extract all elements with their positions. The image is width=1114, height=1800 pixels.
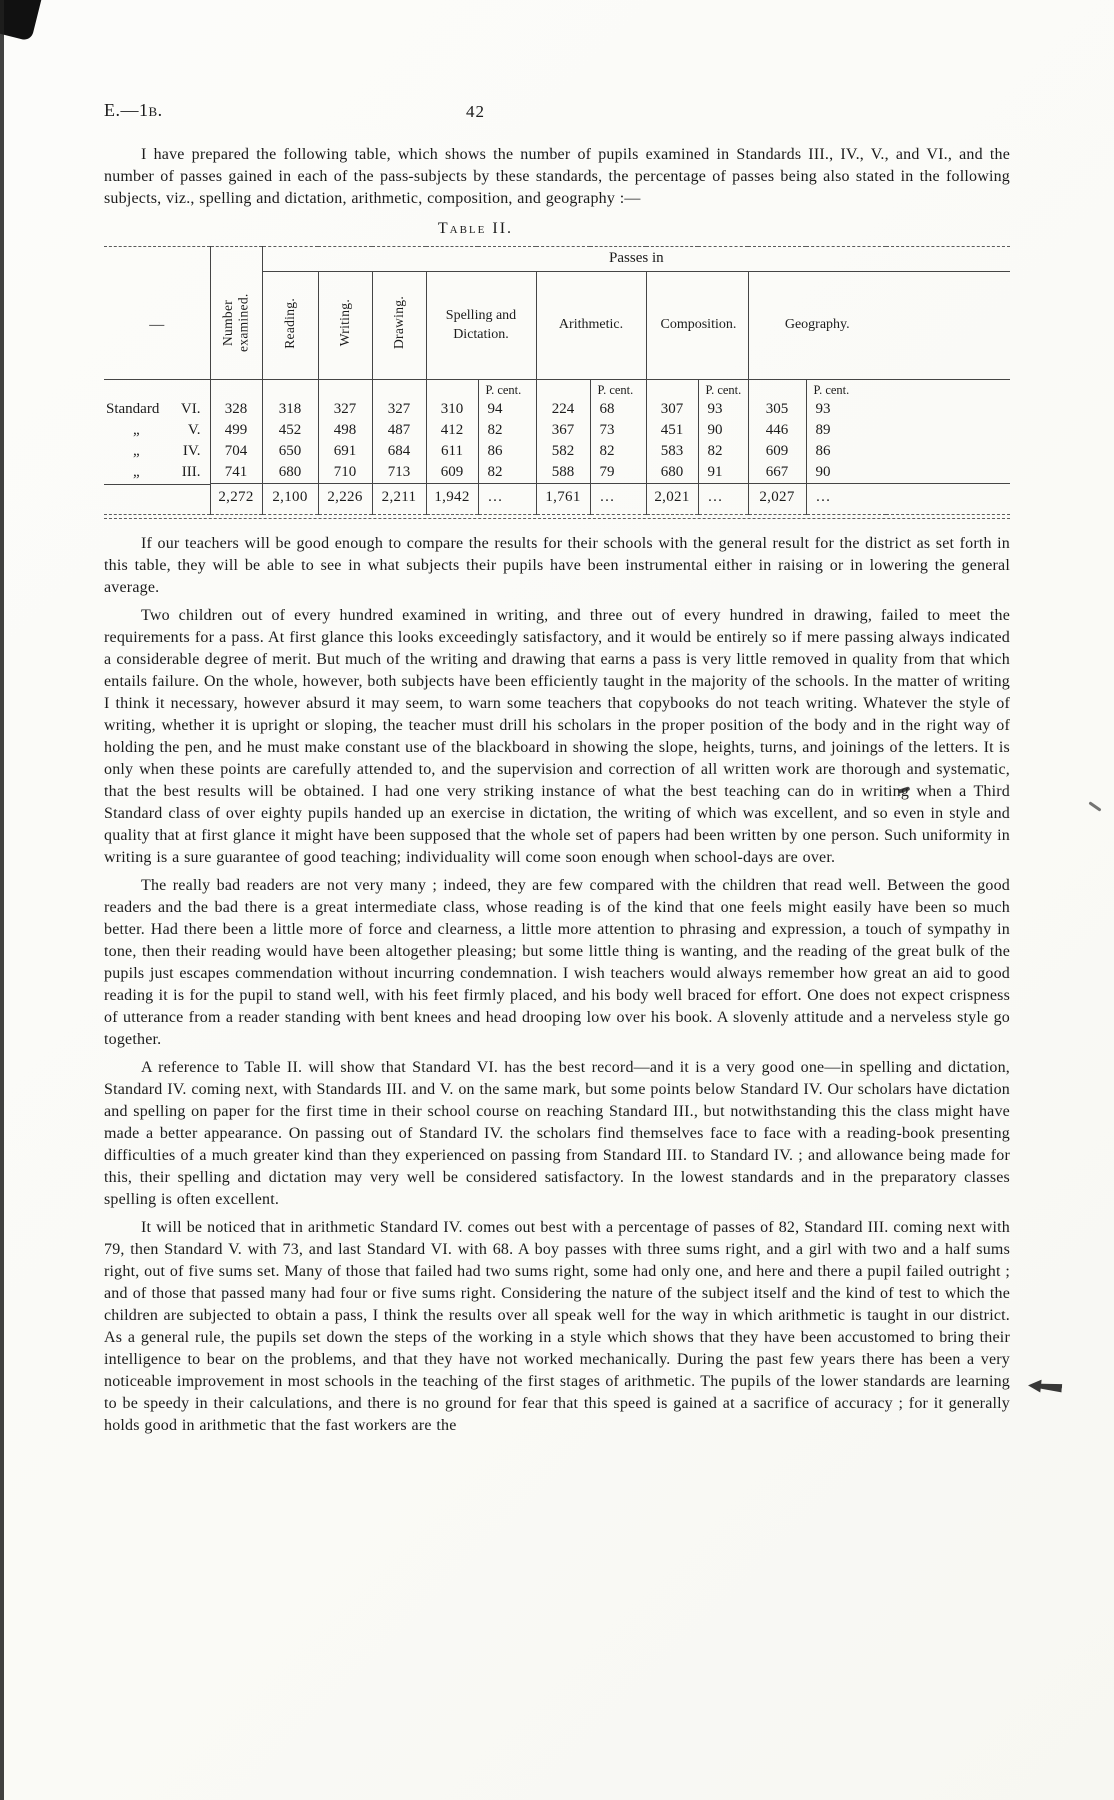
cell-geography: 667: [748, 462, 806, 484]
total-writing: 2,226: [318, 484, 372, 515]
row-label: [104, 399, 210, 420]
col-header-drawing: [372, 272, 426, 380]
table-wrapper: [104, 246, 1010, 519]
cell-composition: 583: [646, 441, 698, 462]
filler-cell: [886, 420, 1010, 441]
paragraph-spelling-dictation: A reference to Table II. will show that Standard VI. has the best record—and it is a very good one—in spelling and dictation, Standard IV. coming next, with Standards III. and V. on the same mark, but some points below Standard IV. Our scholars have dictation and spelling on paper for the first time in their school course on reaching Standard III., but notwithstanding this the class might have made a better appearance. On passing out of Standard IV. the scholars find themselves face to face with a reading-book presenting difficulties of a much greater kind than they experienced on passing from Standard III. to Standard IV. ; and allowance being made for this, their spelling and dictation may very well be considered satisfactory. In the lowest standards and in the preparatory classes spelling is often excellent.: [104, 1059, 1010, 1208]
cell-arithmetic: 582: [536, 441, 590, 462]
col-header-spelling-dictation: Spelling and Dictation.: [426, 272, 536, 380]
cell-spelling: 310: [426, 399, 478, 420]
totals-row: [104, 484, 1010, 515]
cell-arithmetic: 588: [536, 462, 590, 484]
cell-spelling-pcent: 94: [478, 399, 536, 420]
table-title: Table II.: [437, 220, 514, 237]
paragraph-reading: The really bad readers are not very many ; indeed, they are few compared with the children that read well. Between the good readers and the bad there is a great intermediate class, whose reading is of the kind that one feels might easily have been so much better. Had there been a little more of force and clearness, a little more attention to phrasing and expression, a touch of sympathy in tone, then their reading would have been altogether pleasing; but some little thing is wanting, and the reading of the great bulk of the pupils just escapes commendation without incurring condemnation. I wish teachers would always remember how great an aid to good reading it is for the pupil to stand well, with his feet firmly placed, and his body well braced for effort. One does not expect crispness of utterance from a reader standing with bent knees and head drooping low over his book. A slovenly attitude and a nerveless style go together.: [104, 877, 1010, 1048]
col-header-number-examined: [210, 272, 262, 380]
cell-arithmetic: 224: [536, 399, 590, 420]
empty-cell: [646, 380, 698, 400]
empty-cell: [318, 380, 372, 400]
filler-header: [886, 272, 1010, 380]
cell-composition-pcent: 91: [698, 462, 748, 484]
standard-numeral: III.: [181, 464, 201, 480]
col-header-arithmetic: Arithmetic.: [536, 272, 646, 380]
cell-number-examined: 499: [210, 420, 262, 441]
cell-spelling-pcent: 82: [478, 462, 536, 484]
cell-spelling: 412: [426, 420, 478, 441]
report-code: E.—1b.: [104, 100, 163, 120]
cell-composition: 451: [646, 420, 698, 441]
cell-reading: 452: [262, 420, 318, 441]
corner-dash: —: [104, 272, 210, 380]
total-spelling-pcent: …: [478, 484, 536, 515]
total-arithmetic: 1,761: [536, 484, 590, 515]
page-content: [104, 100, 1010, 1443]
cell-spelling-pcent: 82: [478, 420, 536, 441]
cell-writing: 327: [318, 399, 372, 420]
col-header-composition: Composition.: [646, 272, 748, 380]
standard-numeral: V.: [187, 422, 201, 438]
vertical-label: Reading.: [282, 297, 298, 349]
paragraph-intro: I have prepared the following table, which shows the number of pupils examined in Standards III., IV., V., and VI., and the number of passes gained in each of the pass-subjects by these standards, the percentage of passes being also stated in the following subjects, viz., spelling and dictation, arithmetic, composition, and geography :—: [104, 146, 1010, 207]
total-number-examined: 2,272: [210, 484, 262, 515]
ditto-mark: „: [133, 443, 140, 459]
cell-composition-pcent: 93: [698, 399, 748, 420]
pcent-header-row: [104, 380, 1010, 400]
header-spacer: [104, 247, 210, 272]
cell-reading: 318: [262, 399, 318, 420]
cell-arithmetic-pcent: 79: [590, 462, 646, 484]
cell-arithmetic-pcent: 82: [590, 441, 646, 462]
filler-cell: [886, 441, 1010, 462]
filler-cell: [886, 380, 1010, 400]
paragraph-arithmetic: It will be noticed that in arithmetic Standard IV. comes out best with a percentage of passes of 82, Standard III. coming next with 79, then Standard V. with 73, and last Standard VI. with 68. A boy passes with three sums right, and a girl with two and a half sums right, out of five sums set. Many of those that failed had two sums right, some had only one, and here and there a pupil failed outright ; and of those that passed many had four or five sums right. Considering the nature of the subject itself and the kind of test to which the children are subjected to obtain a pass, I think the results over all speak well for the way in which arithmetic is taught in our district. As a general rule, the pupils set down the steps of the working in a style which shows that they have been accustomed to bring their intelligence to bear on the problems, and that they have not worked mechanically. During the past few years there has been a very noticeable improvement in most schools in the teaching of the first stages of arithmetic. The pupils of the lower standards are learning to be speedy in their calculations, and there is no ground for fear that this speed is gained at a sacrifice of accuracy ; for it generally holds good in arithmetic that the fast workers are the: [104, 1219, 1010, 1434]
empty-cell: [210, 380, 262, 400]
cell-geography: 609: [748, 441, 806, 462]
filler-cell: [886, 462, 1010, 484]
empty-cell: [748, 380, 806, 400]
cell-geography-pcent: 90: [806, 462, 886, 484]
page-number: 42: [466, 102, 485, 121]
table-row-standard-iii: [104, 462, 1010, 484]
cell-composition-pcent: 82: [698, 441, 748, 462]
cell-reading: 650: [262, 441, 318, 462]
cell-arithmetic: 367: [536, 420, 590, 441]
pcent-label-spelling: P. cent.: [478, 380, 536, 400]
cell-geography-pcent: 89: [806, 420, 886, 441]
table-row-standard-vi: [104, 399, 1010, 420]
pcent-label-geography: P. cent.: [806, 380, 886, 400]
cell-reading: 680: [262, 462, 318, 484]
scan-corner-artifact: [0, 0, 44, 42]
col-header-geography: Geography.: [748, 272, 886, 380]
passes-in-row: [104, 247, 1010, 272]
row-label: [104, 420, 210, 441]
cell-drawing: 713: [372, 462, 426, 484]
pcent-label-arithmetic: P. cent.: [590, 380, 646, 400]
empty-cell: [262, 380, 318, 400]
cell-writing: 498: [318, 420, 372, 441]
cell-number-examined: 741: [210, 462, 262, 484]
vertical-label: Writing.: [337, 299, 353, 347]
total-composition: 2,021: [646, 484, 698, 515]
total-geography-pcent: …: [806, 484, 886, 515]
cell-spelling-pcent: 86: [478, 441, 536, 462]
cell-number-examined: 704: [210, 441, 262, 462]
passes-in-header: Passes in: [262, 247, 1010, 272]
cell-drawing: 327: [372, 399, 426, 420]
table-row-standard-v: [104, 420, 1010, 441]
total-arithmetic-pcent: …: [590, 484, 646, 515]
cell-geography: 305: [748, 399, 806, 420]
paragraph-writing-drawing: Two children out of every hundred examined in writing, and three out of every hundred in drawing, failed to meet the requirements for a pass. At first glance this looks exceedingly satisfactory, and it would be entirely so if mere passing always indicated a considerable degree of merit. But much of the writing and drawing that earns a pass is very little removed in quality from that which entails failure. On the whole, however, both subjects have been efficiently taught in the majority of the schools. In the matter of writing I think it necessary, however absurd it may seem, to warn some teachers that copybooks do not teach writing. Whatever the style of writing, whether it is upright or sloping, the teacher must drill his scholars in the proper position of the body and in the right way of holding the pen, and he must make constant use of the blackboard in showing the slope, heights, turns, and joinings of the letters. It is only when these points are carefully attended to, and the supervision and correction of all written work are thorough and systematic, that the best results will be obtained. I had one very striking instance of what the best teaching can do in writing when a Third Standard class of over eighty pupils handed up an exercise in dictation, the writing of which was excellent, and so even in style and quality that at first glance it might have been supposed that the whole set of papers had been written by one person. Such uniformity in writing is a sure guarantee of good teaching; individuality will come soon enough when school-days are over.: [104, 607, 1010, 866]
cell-composition: 680: [646, 462, 698, 484]
cell-arithmetic-pcent: 68: [590, 399, 646, 420]
column-header-row: [104, 272, 1010, 380]
table-row-standard-iv: [104, 441, 1010, 462]
cell-spelling: 609: [426, 462, 478, 484]
total-composition-pcent: …: [698, 484, 748, 515]
empty-cell: [372, 380, 426, 400]
total-geography: 2,027: [748, 484, 806, 515]
ditto-mark: „: [133, 422, 140, 438]
ink-mark: [1088, 801, 1101, 811]
cell-spelling: 611: [426, 441, 478, 462]
filler-cell: [886, 484, 1010, 515]
margin-arrow-mark: [1027, 1378, 1062, 1394]
vertical-label: Drawing.: [391, 296, 407, 350]
cell-composition-pcent: 90: [698, 420, 748, 441]
cell-composition: 307: [646, 399, 698, 420]
standard-numeral: VI.: [180, 401, 201, 417]
pcent-label-composition: P. cent.: [698, 380, 748, 400]
standard-prefix: Standard: [106, 401, 160, 417]
vertical-label: Number examined.: [220, 293, 251, 353]
row-label: [104, 462, 210, 483]
totals-label: [104, 484, 210, 498]
total-drawing: 2,211: [372, 484, 426, 515]
empty-cell: [426, 380, 478, 400]
cell-writing: 710: [318, 462, 372, 484]
scan-edge-artifact: [0, 0, 4, 1800]
ditto-mark: „: [133, 464, 140, 480]
cell-drawing: 487: [372, 420, 426, 441]
total-spelling: 1,942: [426, 484, 478, 515]
cell-geography-pcent: 86: [806, 441, 886, 462]
cell-drawing: 684: [372, 441, 426, 462]
row-label: [104, 441, 210, 462]
total-reading: 2,100: [262, 484, 318, 515]
results-table: [104, 246, 1010, 515]
header-spacer: [210, 247, 262, 272]
cell-number-examined: 328: [210, 399, 262, 420]
filler-cell: [886, 399, 1010, 420]
empty-cell: [536, 380, 590, 400]
page-header: [104, 100, 1010, 126]
col-header-writing: [318, 272, 372, 380]
cell-geography-pcent: 93: [806, 399, 886, 420]
cell-writing: 691: [318, 441, 372, 462]
col-header-reading: [262, 272, 318, 380]
empty-cell: [104, 380, 210, 400]
standard-numeral: IV.: [182, 443, 201, 459]
cell-arithmetic-pcent: 73: [590, 420, 646, 441]
cell-geography: 446: [748, 420, 806, 441]
paragraph-compare-results: If our teachers will be good enough to compare the results for their schools with the general result for the district as set forth in this table, they will be able to see in what subjects their pupils have been instrumental either in raising or in lowering the general average.: [104, 535, 1010, 596]
